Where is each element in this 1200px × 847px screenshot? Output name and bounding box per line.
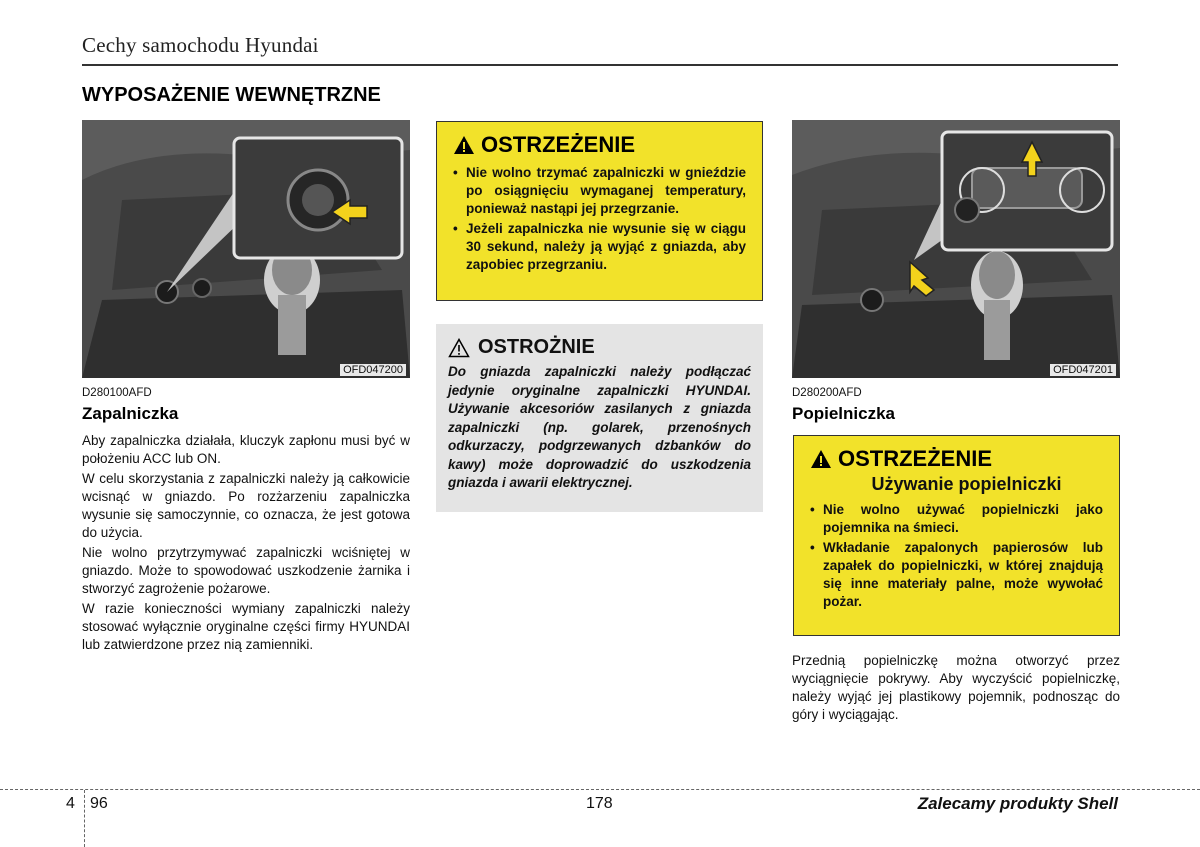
warning-list [453, 164, 746, 274]
photo-code: OFD047201 [1050, 364, 1116, 376]
paragraph: Przednią popielniczkę można otworzyć przez wyciągnięcie pokrywy. Aby wyczyścić popielniczkę, należy wyjąć jej plastikowy pojemnik, podnosząc do góry i wyciągając. [792, 653, 1120, 722]
footer-center-number: 178 [586, 795, 613, 812]
warning-item: • Wkładanie zapalonych papierosów lub zapałek do popielniczki, w której znajdują się inne materiały palne, może wywołać pożar. [810, 539, 1103, 611]
warning-title: OSTRZEŻENIE [481, 132, 636, 157]
warning-triangle-icon [810, 449, 832, 469]
caution-title: OSTROŻNIE [478, 336, 595, 358]
paragraph: W razie konieczności wymiany zapalniczki należy stosować wyłącznie oryginalne części firmy HYUNDAI lub zatwierdzone przez nią zamienniki. [82, 601, 410, 652]
subhead-zapalniczka: Zapalniczka [82, 404, 179, 423]
cigarette-lighter-photo [82, 120, 410, 378]
subhead-popielniczka: Popielniczka [792, 404, 895, 423]
ashtray-body-text [792, 652, 1120, 726]
warning-header [453, 132, 746, 158]
lighter-illustration [82, 120, 410, 378]
ref-code: D280100AFD [82, 387, 152, 399]
photo-code: OFD047200 [340, 364, 406, 376]
chapter-title: Cechy samochodu Hyundai [82, 33, 319, 57]
header-rule [82, 64, 1118, 66]
warning-box-lighter [436, 121, 763, 301]
paragraph: W celu skorzystania z zapalniczki należy ją całkowicie wcisnąć w gniazdo. Po rozżarzeniu zapalniczka wysunie się samoczynnie, co oznacza, że jest gotowa do użycia. [82, 471, 410, 540]
footer-page-number: 96 [90, 795, 108, 812]
warning-subtitle: Używanie popielniczki [871, 474, 1062, 494]
warning-title: OSTRZEŻENIE [838, 446, 993, 471]
footer-divider [84, 790, 85, 847]
warning-triangle-icon [453, 135, 475, 155]
footer-brand-text: Zalecamy produkty Shell [917, 794, 1118, 813]
ref-code: D280200AFD [792, 387, 862, 399]
ashtray-illustration [792, 120, 1120, 378]
warning-item: • Jeżeli zapalniczka nie wysunie się w ciągu 30 sekund, należy ją wyjąć z gniazda, aby zapobiec przegrzaniu. [453, 220, 746, 274]
warning-item: • Nie wolno używać popielniczki jako pojemnika na śmieci. [810, 501, 1103, 537]
lighter-body-text [82, 432, 410, 656]
warning-header [810, 446, 1103, 472]
footer-rule [0, 789, 1200, 790]
caution-triangle-icon [448, 338, 470, 358]
caution-text: Do gniazda zapalniczki należy podłączać jedynie oryginalne zapalniczki HYUNDAI. Używanie akcesoriów zasilanych z gniazda zapalniczki (np. golarek, przenośnych odkurzaczy, podgrzewanych dzbanków do kawy) może doprowadzić do uszkodzenia gniazda i awarii elektrycznej. [448, 364, 751, 490]
warning-item: • Nie wolno trzymać zapalniczki w gnieździe po osiągnięciu wymaganej temperatury, ponieważ nastąpi jej przegrzanie. [453, 164, 746, 218]
warning-box-ashtray [793, 435, 1120, 636]
caution-header [448, 336, 751, 359]
footer-chapter-number: 4 [66, 795, 75, 812]
ashtray-photo [792, 120, 1120, 378]
caution-box [436, 324, 763, 512]
warning-list [810, 501, 1103, 611]
paragraph: Nie wolno przytrzymywać zapalniczki wciśniętej w gniazdo. Może to spowodować uszkodzenie żarnika i stworzyć zagrożenie pożarowe. [82, 545, 410, 596]
paragraph: Aby zapalniczka działała, kluczyk zapłonu musi być w położeniu ACC lub ON. [82, 433, 410, 466]
section-title: WYPOSAŻENIE WEWNĘTRZNE [82, 84, 381, 106]
